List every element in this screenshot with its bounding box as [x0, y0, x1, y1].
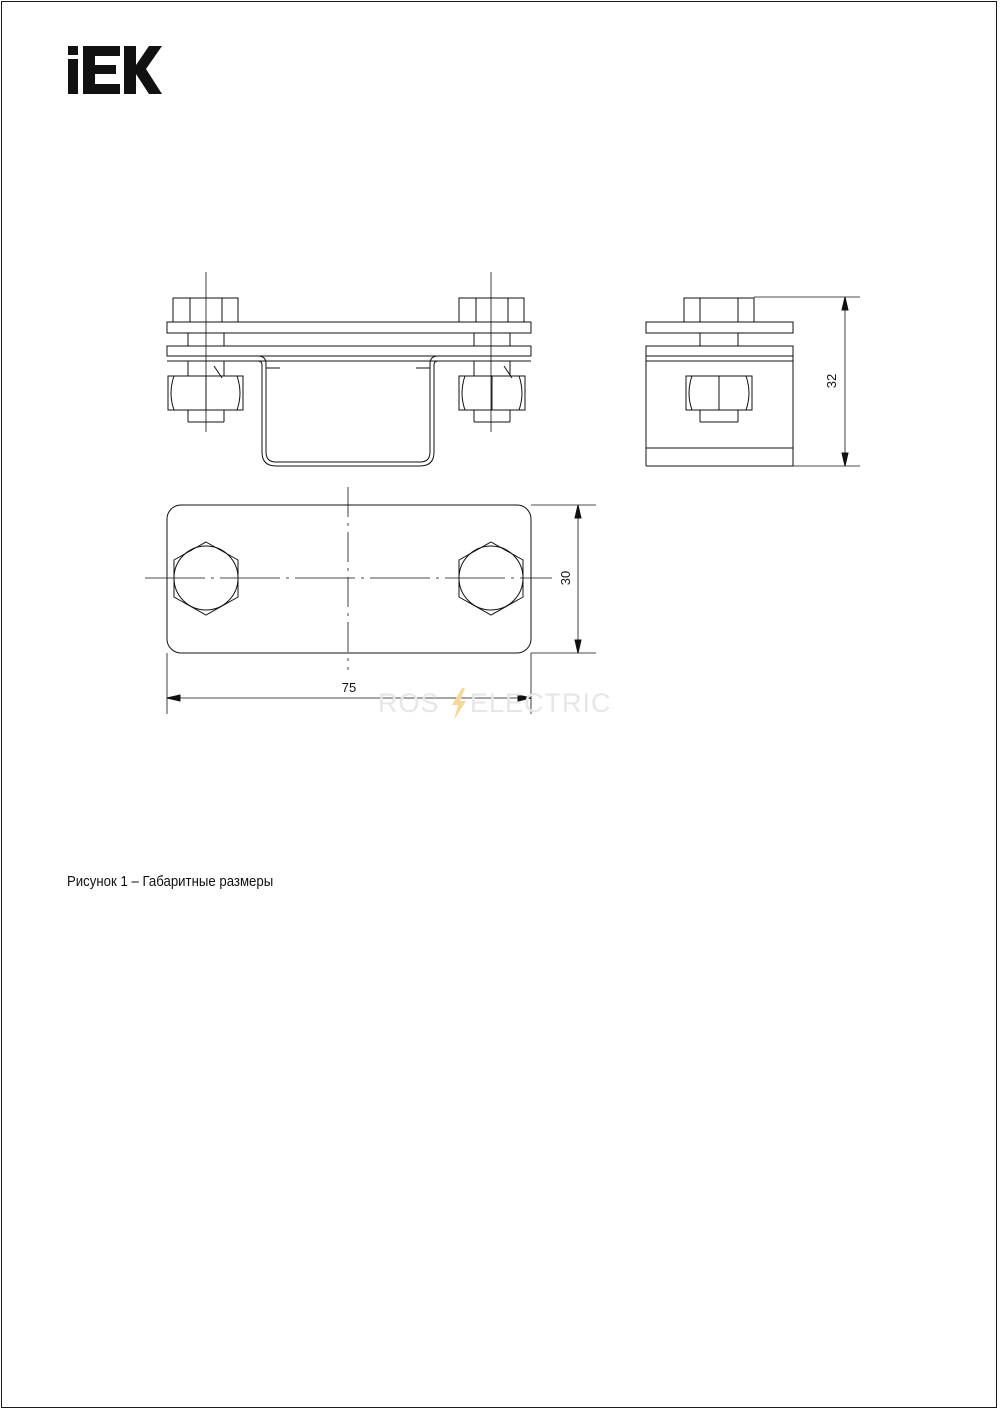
watermark-left: ROS: [378, 688, 440, 718]
lightning-icon: [452, 688, 466, 720]
watermark-right: ELECTRIC: [470, 688, 612, 718]
dimension-length-label: 75: [341, 680, 357, 695]
dimension-height-label: 32: [824, 373, 839, 389]
figure-caption: Рисунок 1 – Габаритные размеры: [67, 873, 274, 890]
front-view: [167, 272, 531, 466]
watermark: [378, 688, 612, 720]
top-view: [145, 487, 596, 714]
dimension-width-label: 30: [558, 570, 573, 586]
